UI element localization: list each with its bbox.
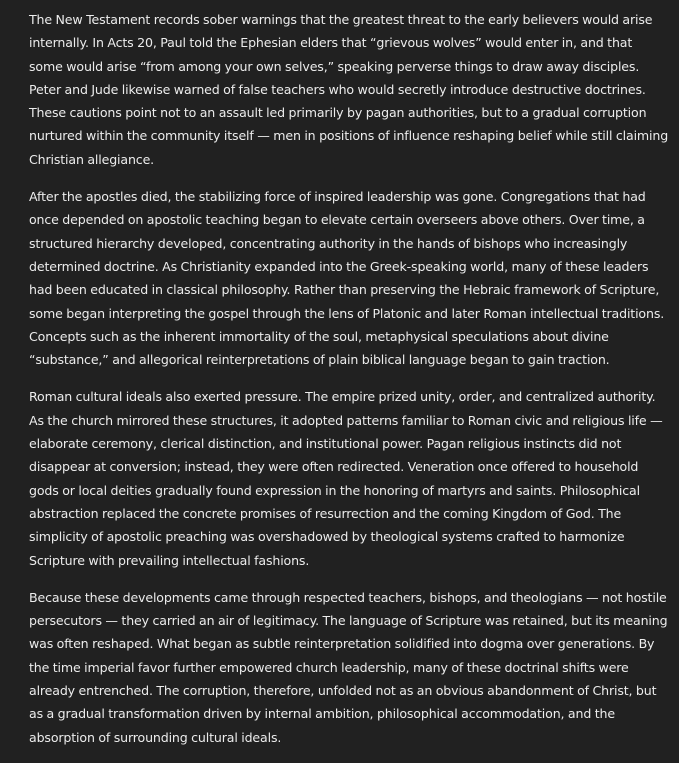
paragraph-3: Roman cultural ideals also exerted pressure. The empire prized unity, order, and centralized authority. As the church mirrored these structures, it adopted patterns familiar to Roman civic and religious life — elaborate ceremony, clerical distinction, and institutional power. Pagan religious instincts did not disappear at conversion; instead, they were often redirected. Veneration once offered to household gods or local deities gradually found expression in the honoring of martyrs and saints. Philosophical abstraction replaced the concrete promises of resurrection and the coming Kingdom of God. The simplicity of apostolic preaching was overshadowed by theological systems crafted to harmonize Scripture with prevailing intellectual fashions.: [29, 389, 663, 568]
message-body: [29, 8, 669, 763]
paragraph-2: After the apostles died, the stabilizing force of inspired leadership was gone. Congregations that had once depended on apostolic teaching began to elevate certain overseers above others. Over time, a structured hierarchy developed, concentrating authority in the hands of bishops who increasingly determined doctrine. As Christianity expanded into the Greek-speaking world, many of these leaders had been educated in classical philosophy. Rather than preserving the Hebraic framework of Scripture, some began interpreting the gospel through the lens of Platonic and later Roman intellectual traditions. Concepts such as the inherent immortality of the soul, metaphysical speculations about divine “substance,” and allegorical reinterpretations of plain biblical language began to gain traction.: [29, 189, 665, 368]
paragraph-4: Because these developments came through respected teachers, bishops, and theologians — not hostile persecutors — they carried an air of legitimacy. The language of Scripture was retained, but its meaning was often reshaped. What began as subtle reinterpretation solidified into dogma over generations. By the time imperial favor further empowered church leadership, many of these doctrinal shifts were already entrenched. The corruption, therefore, unfolded not as an obvious abandonment of Christ, but as a gradual transformation driven by internal ambition, philosophical accommodation, and the absorption of surrounding cultural ideals.: [29, 589, 668, 745]
paragraph-1: The New Testament records sober warnings that the greatest threat to the early believers would arise internally. In Acts 20, Paul told the Ephesian elders that “grievous wolves” would enter in, and that some would arise “from among your own selves,” speaking perverse things to draw away disciples. Peter and Jude likewise warned of false teachers who would secretly introduce destructive doctrines. These cautions point not to an assault led primarily by pagan authorities, but to a gradual corruption nurtured within the community itself — men in positions of influence reshaping belief while still claiming Christian allegiance.: [29, 12, 669, 167]
